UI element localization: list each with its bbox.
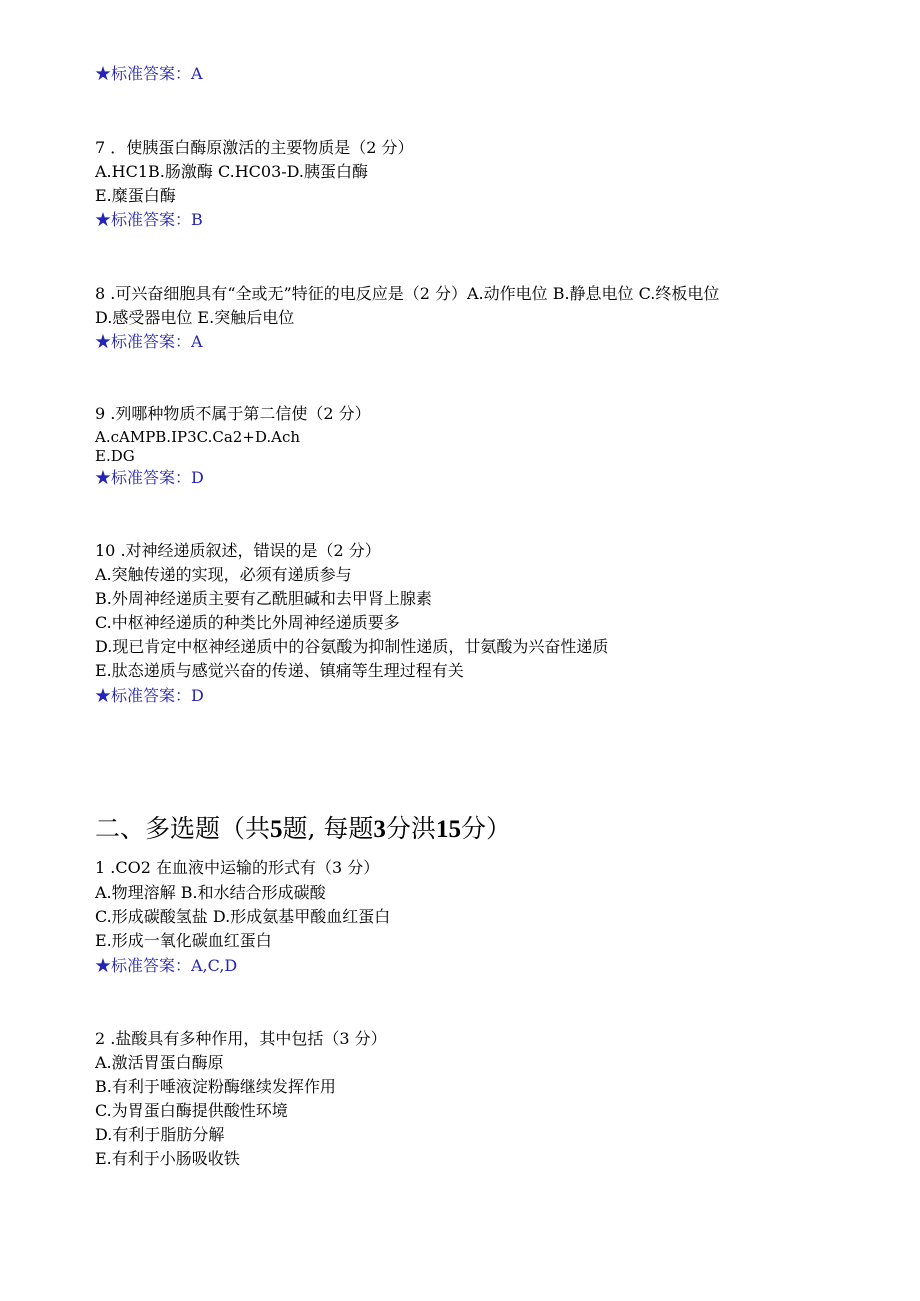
options-q10-d: D.现已肯定中枢神经递质中的谷氨酸为抑制性递质，廿氨酸为兴奋性递质 bbox=[95, 637, 609, 656]
options-m2-e: E.有利于小肠吸收铁 bbox=[95, 1149, 240, 1168]
heading-mid2: 分洪 bbox=[385, 814, 436, 843]
question-9: 9 .列哪种物质不属于第二信使（2 分） bbox=[95, 404, 371, 423]
question-8: 8 .可兴奋细胞具有“全或无”特征的电反应是（2 分）A.动作电位 B.静息电位 C.终板电位 bbox=[95, 284, 720, 303]
answer-line-q7: ★标准答案：B bbox=[95, 210, 203, 229]
heading-each: 3 bbox=[373, 816, 386, 843]
options-q9-line2: E.DG bbox=[95, 447, 135, 465]
options-q7-line1: A.HC1B.肠激酶 C.HC03-D.胰蛋白酶 bbox=[95, 162, 369, 181]
options-m2-d: D.有利于脂肪分解 bbox=[95, 1125, 225, 1144]
options-q7-line2: E.糜蛋白酶 bbox=[95, 186, 176, 205]
options-m2-c: C.为胃蛋白酶提供酸性环境 bbox=[95, 1101, 288, 1120]
answer-line-q9: ★标准答案：D bbox=[95, 468, 204, 487]
question-10: 10 .对神经递质叙述，错误的是（2 分） bbox=[95, 541, 381, 560]
options-q10-a: A.突触传递的实现，必须有递质参与 bbox=[95, 565, 352, 584]
options-m1-line2: C.形成碳酸氢盐 D.形成氨基甲酸血红蛋白 bbox=[95, 907, 391, 926]
options-q8-line1: D.感受器电位 E.突触后电位 bbox=[95, 308, 295, 327]
options-m1-line1: A.物理溶解 B.和水结合形成碳酸 bbox=[95, 883, 326, 902]
options-q9-line1: A.cAMPB.IP3C.Ca2+D.Ach bbox=[95, 428, 301, 446]
answer-line-m1: ★标准答案：A,C,D bbox=[95, 956, 238, 975]
section-heading-multiple-choice bbox=[95, 812, 511, 847]
heading-mid1: 题, 每题 bbox=[282, 814, 374, 843]
question-7: 7 ．使胰蛋白酶原激活的主要物质是（2 分） bbox=[95, 138, 414, 157]
options-m1-line3: E.形成一氧化碳血红蛋白 bbox=[95, 931, 272, 950]
options-q10-b: B.外周神经递质主要有乙酰胆碱和去甲肾上腺素 bbox=[95, 589, 432, 608]
heading-prefix: 二、多选题（共 bbox=[95, 814, 271, 843]
heading-count: 5 bbox=[270, 816, 283, 843]
options-q10-c: C.中枢神经递质的种类比外周神经递质要多 bbox=[95, 613, 400, 632]
question-m1: 1 .CO2 在血液中运输的形式有（3 分） bbox=[95, 858, 380, 877]
answer-line-q6: ★标准答案：A bbox=[95, 64, 203, 83]
heading-suffix: 分） bbox=[460, 814, 511, 843]
options-m2-a: A.激活胃蛋白酶原 bbox=[95, 1053, 224, 1072]
heading-total: 15 bbox=[435, 816, 461, 843]
options-q10-e: E.肽态递质与感觉兴奋的传递、镇痛等生理过程有关 bbox=[95, 661, 464, 680]
answer-line-q10: ★标准答案：D bbox=[95, 686, 204, 705]
question-m2: 2 .盐酸具有多种作用，其中包括（3 分） bbox=[95, 1029, 387, 1048]
answer-line-q8: ★标准答案：A bbox=[95, 332, 203, 351]
options-m2-b: B.有利于唾液淀粉酶继续发挥作用 bbox=[95, 1077, 336, 1096]
